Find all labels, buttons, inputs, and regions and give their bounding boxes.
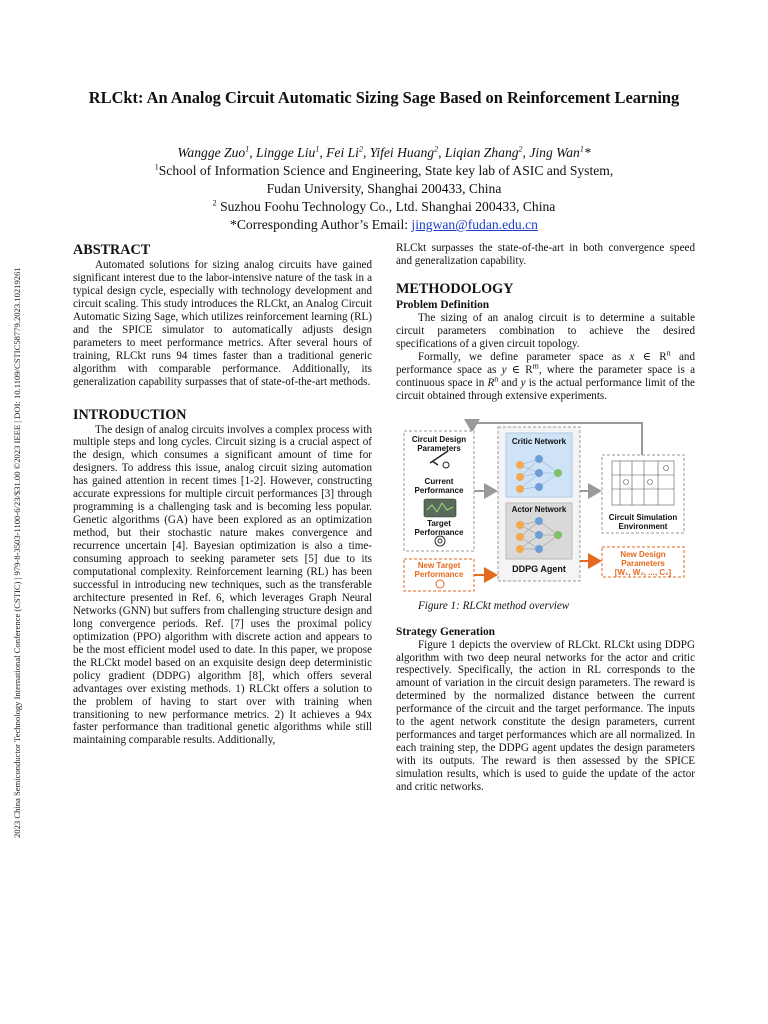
new-target-performance-label: New Target Performance bbox=[414, 560, 464, 579]
problem-definition-heading: Problem Definition bbox=[396, 298, 490, 311]
author-name: Wangge Zuo bbox=[177, 145, 246, 160]
corresponding-mark: * bbox=[583, 145, 591, 160]
abstract-heading: ABSTRACT bbox=[73, 242, 151, 258]
corresponding-email-line bbox=[80, 216, 688, 234]
author-affil-sup: 1 bbox=[245, 144, 250, 154]
new-design-vector: [W₁, W₂, ..., C₁] bbox=[614, 567, 672, 577]
text-run: and performance space as bbox=[396, 350, 696, 376]
author-name: Liqian Zhang bbox=[444, 145, 519, 160]
left-column bbox=[73, 242, 372, 747]
right-column bbox=[396, 242, 695, 794]
author-affil-sup: 2 bbox=[358, 144, 363, 154]
affiliation-1-line2: Fudan University, Shanghai 200433, China bbox=[266, 181, 502, 196]
math-sup: n bbox=[494, 373, 499, 383]
author-affil-sup: 2 bbox=[434, 144, 439, 154]
text-run: is the actual performance limit of the circuit obtained through extensive experiments. bbox=[396, 376, 695, 402]
figure-rlckt-overview bbox=[402, 417, 686, 593]
affiliation-1 bbox=[80, 162, 688, 180]
methodology-heading: METHODOLOGY bbox=[396, 280, 514, 297]
affiliation-2 bbox=[80, 198, 688, 216]
author-name: Yifei Huang bbox=[369, 145, 435, 160]
author-name: Fei Li bbox=[326, 145, 359, 160]
author-affil-sup: 1 bbox=[579, 144, 584, 154]
math-sup: n bbox=[666, 348, 671, 358]
affiliation-2-text: Suzhou Foohu Technology Co., Ltd. Shanghai 200433, China bbox=[216, 199, 556, 214]
strategy-generation-heading: Strategy Generation bbox=[396, 625, 496, 638]
current-performance-label: Current Performance bbox=[414, 476, 464, 495]
math-y: y bbox=[501, 363, 507, 376]
problem-definition-text: The sizing of an analog circuit is to determine a suitable circuit parameters combination to achieve the desired specifications of a given circuit topology. bbox=[396, 311, 695, 350]
actor-network-label: Actor Network bbox=[511, 504, 567, 514]
author-affil-sup: 1 bbox=[315, 144, 320, 154]
text-run: Formally, we define parameter space as bbox=[418, 350, 630, 363]
circuit-sim-env-label: Circuit Simulation Environment bbox=[608, 512, 678, 531]
text-run: ∈ R bbox=[634, 350, 667, 363]
introduction-heading: INTRODUCTION bbox=[73, 406, 187, 423]
authors-block bbox=[80, 144, 688, 234]
affil-sup: 1 bbox=[154, 162, 159, 172]
text-run: , where the parameter space is a continuous space in bbox=[396, 363, 695, 389]
text-run: ∈ R bbox=[506, 363, 533, 376]
formal-definition-text bbox=[396, 348, 696, 403]
email-label: *Corresponding Author’s Email: bbox=[230, 217, 412, 232]
introduction-text: The design of analog circuits involves a complex process with multiple steps and long cycles. Circuit sizing is a crucial aspect of the design, which consumes a significant amount of time for designers. To address this issue, analog circuit sizing automation has gained attention in recent times [1-2]. However, constructing accurate expressions for multiple circuit performances [3] through programming is a challenging task and is becoming less popular. Genetic algorithms (GA) have been explored as an optimization method, but their stochastic nature makes convergence and recurrence uncertain [4]. Bayesian optimization is also a time-consuming approach to seeking parameter sets [5] due to its computational complexity. Reinforcement learning (RL) has been successful in introducing new techniques, such as the transferable architecture presented in Ref. 6, which leverages Graph Neural Networks (GNN) but suffers from challenging structure design and long convergence periods. Ref. [7] uses the proximal policy optimization (PPO) algorithm with discrete action and appears to be the most efficient model used to date. In this paper, we propose the RLCkt model based on an exquisite design deep deterministic policy gradient (DDPG) algorithm [8], which offers several advantages over existing methods. 1) RLCkt offers a solution to the problem of having to start over with training when transitioning to new performance metrics. 2) It achieves a 94x faster performance than traditional genetic algorithms while still maintaining comparable results. Additionally, bbox=[73, 423, 372, 747]
figure-caption: Figure 1: RLCkt method overview bbox=[418, 599, 570, 612]
paper-title: RLCkt: An Analog Circuit Automatic Sizing Sage Based on Reinforcement Learning bbox=[88, 88, 680, 107]
author-names: Wangge Zuo$^1$, Lingge Liu$^1$, Fei Li$^2$, Yifei Huang$^2$, Liqian Zhang$^2$, Jing Wan$^1$* bbox=[177, 144, 591, 160]
text-run: and bbox=[498, 376, 521, 389]
math-x: x bbox=[629, 350, 635, 363]
new-design-params-label: New Design Parameters bbox=[620, 549, 666, 568]
abstract-text: Automated solutions for sizing analog circuits have gained significant interest due to the labor-intensive nature of the task in a typical design cycle, especially with technology development and circuit scaling. This study introduces the RLCkt, an Analog Circuit Automatic Sizing Sage, which utilizes reinforcement learning (RL) and the SPICE simulator to automatically adjusts design parameters to meet performance metrics. After several hours of training, RLCkt runs 94 times faster than a traditional generic algorithm with comparable performance. Additionally, its generalization capability surpasses that of state-of-the-art methods. bbox=[73, 259, 372, 388]
author-name: Jing Wan bbox=[529, 145, 580, 160]
author-affil-sup: 2 bbox=[518, 144, 523, 154]
circuit-design-params-label: Circuit Design Parameters bbox=[411, 434, 467, 453]
critic-network-label: Critic Network bbox=[511, 436, 567, 446]
author-name: Lingge Liu bbox=[256, 145, 316, 160]
target-performance-label: Target Performance bbox=[414, 518, 464, 537]
ddpg-agent-label: DDPG Agent bbox=[512, 563, 566, 574]
affiliation-1-line1: School of Information Science and Engineering, State key lab of ASIC and System, bbox=[158, 163, 614, 178]
introduction-continued: RLCkt surpasses the state-of-the-art in both convergence speed and generalization capability. bbox=[396, 242, 695, 267]
doi-side-note: 2023 China Semiconductor Technology International Conference (CSTIC) | 979-8-3503-1100-6/23/$31.00 ©2023 IEEE | DOI: 10.1109/CSTIC58779.2023.10219261 bbox=[12, 267, 22, 838]
strategy-generation-text: Figure 1 depicts the overview of RLCkt. RLCkt using DDPG algorithm with two deep neural networks for the actor and critic respectively. Specifically, the action in RL corresponds to the amount of variation in the circuit design parameters. The reward is determined by the normalized distance between the current performance of the circuit and the target performance. The inputs to the agent network constitute the design parameters, current performances and target performances which are all normalized. In each training step, the DDPG agent updates the design parameters with its outputs. The reward is then assessed by the SPICE simulation results, which is used to guide the update of the actor and critic networks. bbox=[396, 638, 695, 794]
email-link[interactable]: jingwan@fudan.edu.cn bbox=[411, 217, 538, 232]
math-R: R bbox=[487, 376, 495, 389]
affil-sup: 2 bbox=[212, 198, 217, 208]
math-y: y bbox=[520, 376, 526, 389]
math-sup: m bbox=[532, 361, 539, 371]
